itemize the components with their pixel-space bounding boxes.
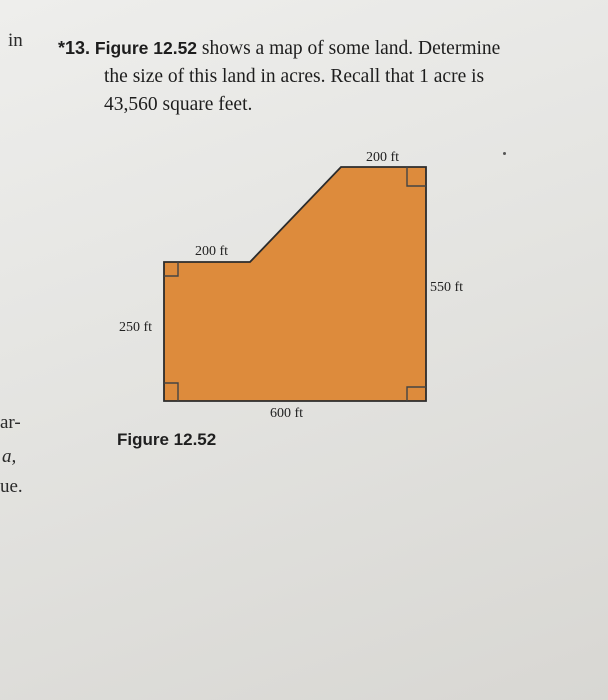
margin-fragment-1: ar- <box>0 412 21 433</box>
margin-fragment-2: a, <box>2 446 17 467</box>
problem-number: *13. <box>58 38 91 58</box>
page-speck <box>503 152 506 155</box>
figure-reference: Figure 12.52 <box>94 38 198 58</box>
label-left-height: 250 ft <box>119 320 153 335</box>
problem-text-1: shows a map of some land. Determine <box>201 38 501 59</box>
figure-caption: Figure 12.52 <box>117 430 217 449</box>
label-step-width: 200 ft <box>195 244 229 259</box>
margin-fragment-3: ue. <box>0 476 23 497</box>
label-bottom-width: 600 ft <box>270 406 304 421</box>
land-polygon <box>164 167 426 401</box>
problem-line-2: the size of this land in acres. Recall that 1 acre is <box>104 66 485 87</box>
margin-word-in: in <box>8 30 23 51</box>
problem-line-3: 43,560 square feet. <box>104 94 253 115</box>
label-right-height: 550 ft <box>430 280 464 295</box>
label-top-width: 200 ft <box>366 150 400 165</box>
